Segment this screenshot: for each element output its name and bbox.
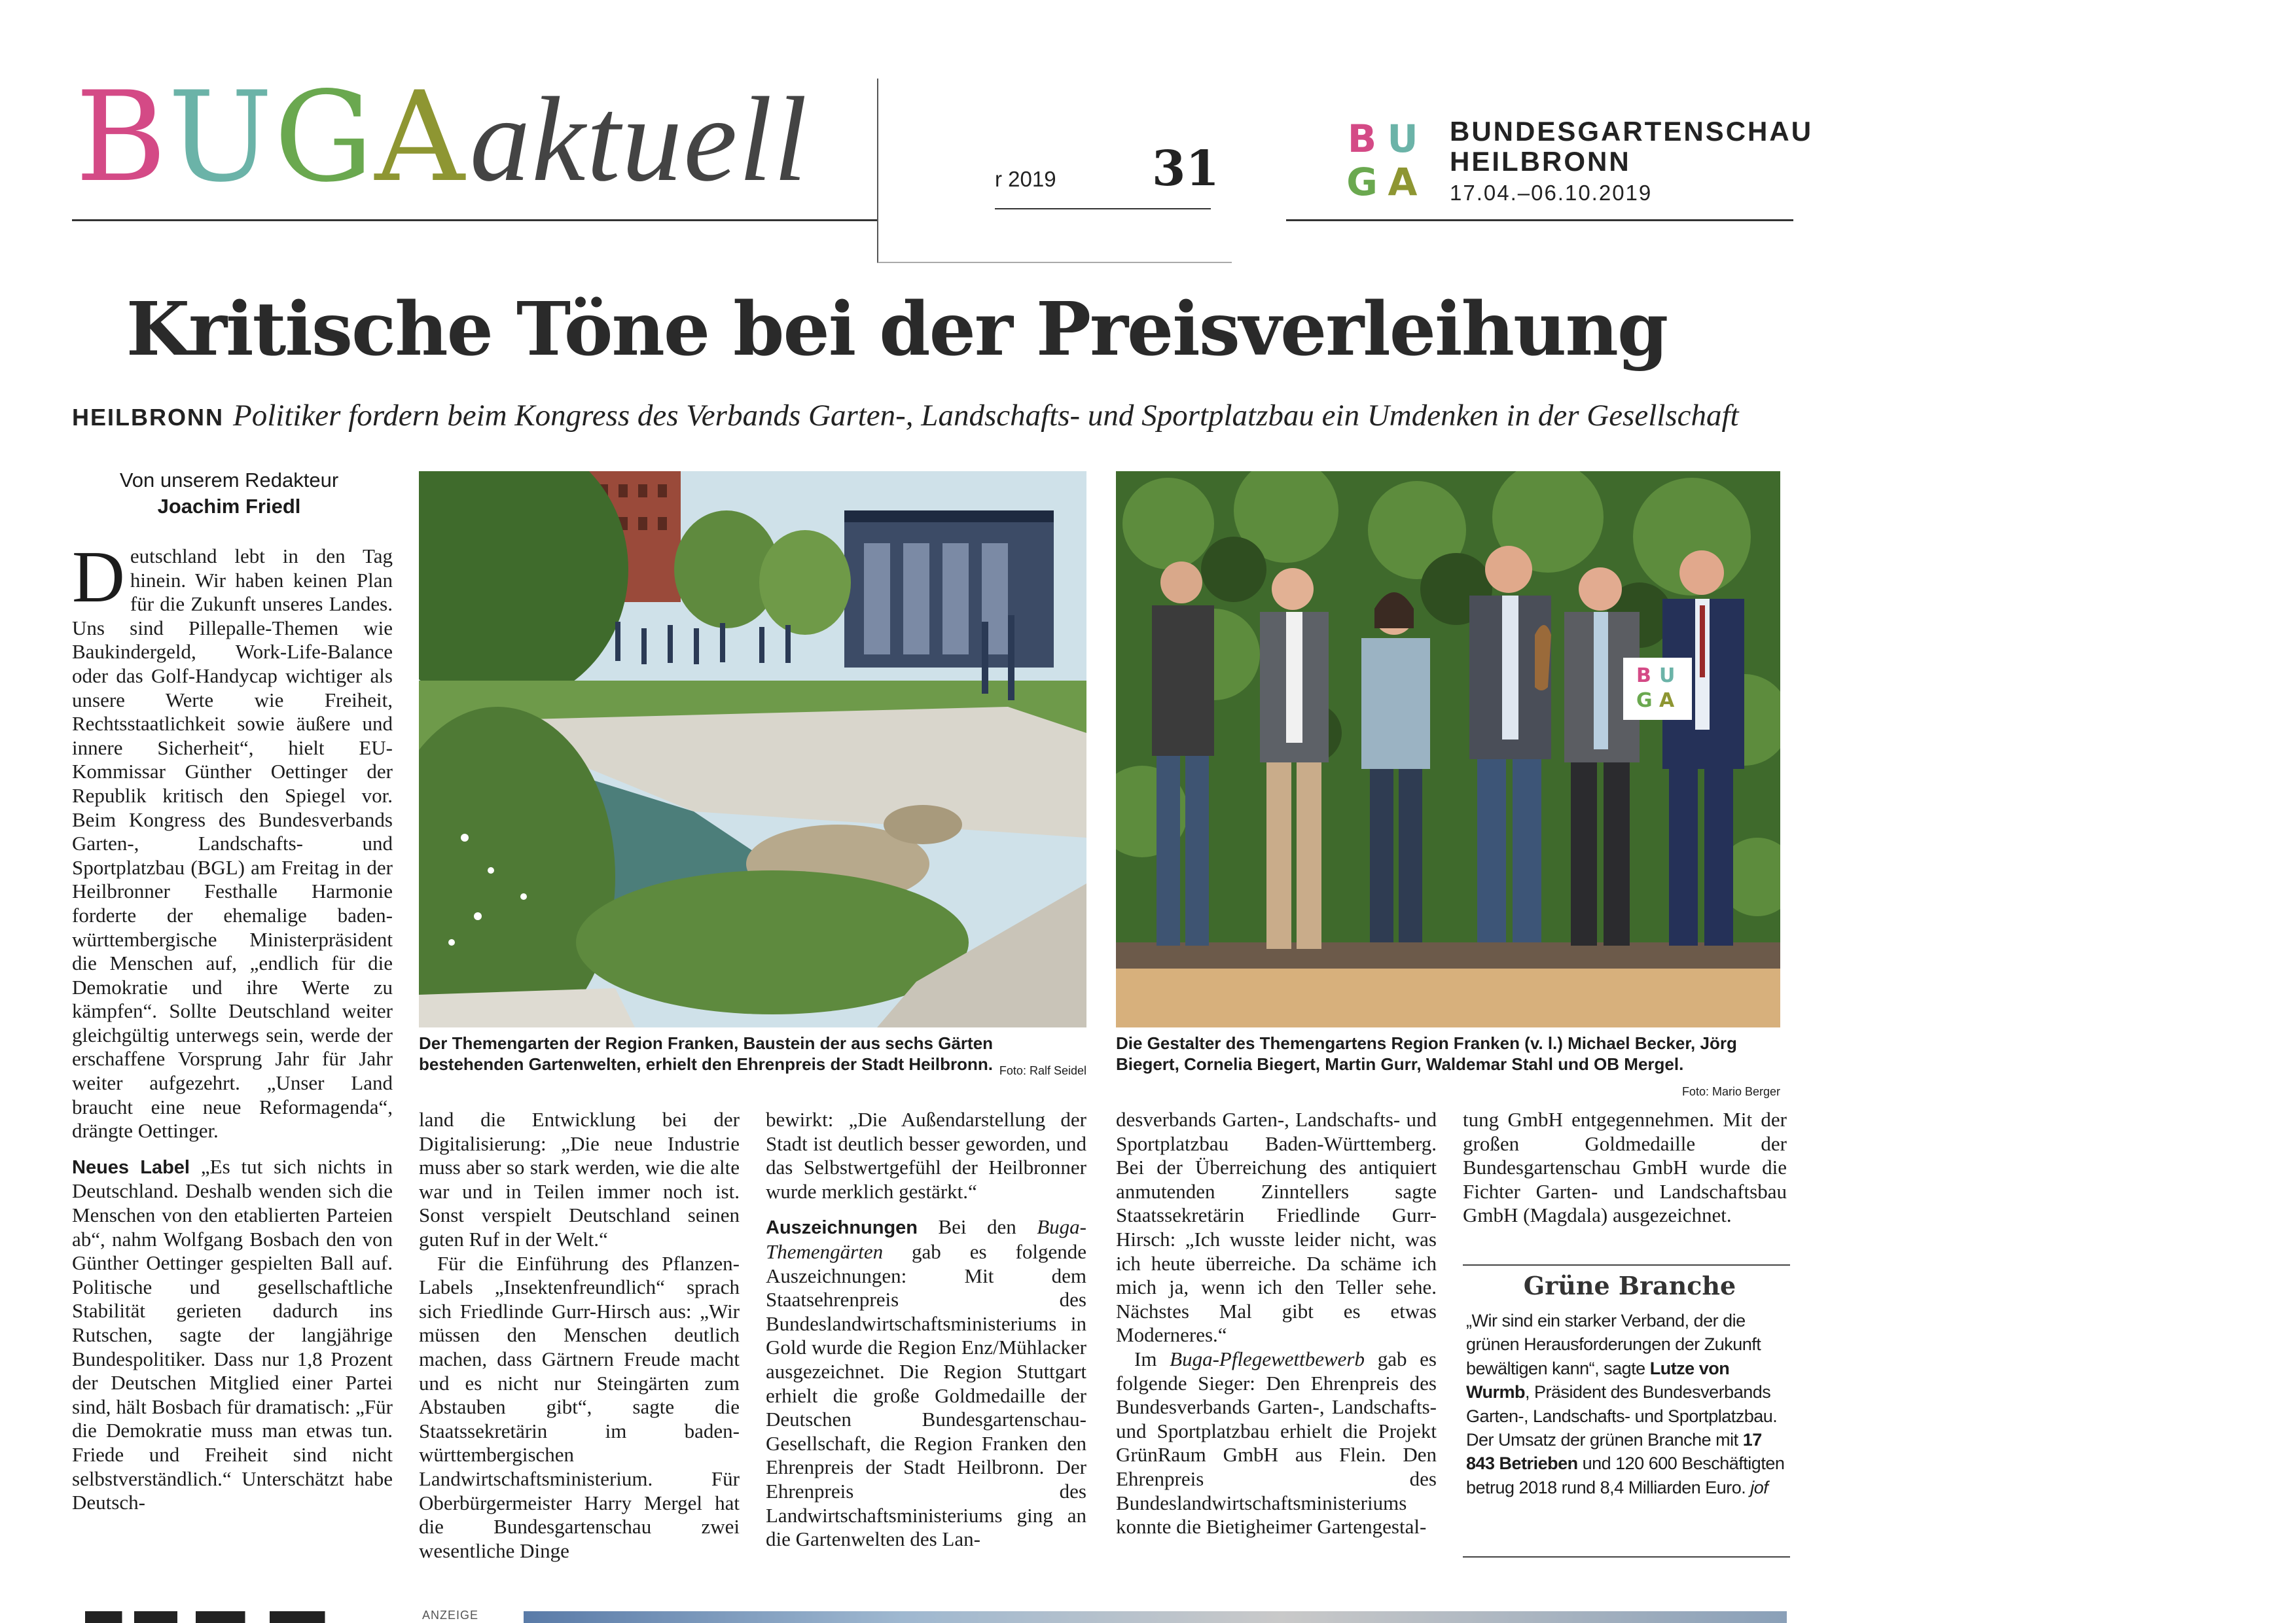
caption-left-credit: Foto: Ralf Seidel (999, 1064, 1086, 1077)
photo-gestalter-caption (1116, 1033, 1780, 1102)
subhead-auszeichnungen: Auszeichnungen (766, 1217, 918, 1239)
buga-icon-a: A (1388, 160, 1418, 204)
sidebar-rule-bottom (1463, 1556, 1790, 1558)
col1-paragraph-2: „Es tut sich nichts in Deutschland. Deshalb wenden sich die Menschen von den etablierten Parteien ab“, nahm Wolfgang Bosbach den von Günther Oettinger gespielten Ball auf. Politische und gesellschaftliche Stabilität gerieten dadurch ins Rutschen, sagte der langjährige Bundespolitiker. Dass nur 1,8 Prozent der Deutschen Mitglied einer Partei sind, hält Bosbach für dramatisch: „Für die Demokratie muss man etwas tun. Friede und Freiheit sind nicht selbstverständlich.“ Unterschätzt habe Deutsch- (72, 1154, 393, 1514)
article-column-3 (766, 1108, 1086, 1552)
ad-label: ANZEIGE (422, 1609, 479, 1622)
col3-paragraph-1: bewirkt: „Die Außendarstellung der Stadt ist deutlich besser geworden, und das Selbstwertgefühl der Heilbronner wurde merklich gestärkt.“ (766, 1108, 1086, 1203)
article-column-5 (1463, 1108, 1787, 1228)
dropcap: D (72, 537, 125, 618)
sidebar-sign: jof (1750, 1477, 1768, 1497)
subheadline (72, 398, 1739, 433)
article-column-4 (1116, 1108, 1437, 1539)
col3-paragraph-2a: Bei den (938, 1215, 1037, 1239)
dateline-city: HEILBRONN (72, 404, 224, 431)
board-letter-u: U (1659, 664, 1676, 687)
bundesgartenschau-title (1450, 116, 1813, 177)
bgs-dates: 17.04.–06.10.2019 (1450, 181, 1653, 205)
col5-paragraph-1: tung GmbH entgegennehmen. Mit der großen Goldmedaille der Bundesgartenschau GmbH wurde die Fichter Garten- und Landschaftsbau GmbH (Magdala) ausgezeichnet. (1463, 1108, 1787, 1227)
photo-themengarten-caption (419, 1033, 1086, 1081)
board-letter-g: G (1636, 689, 1653, 712)
col4-paragraph-1: desverbands Garten-, Landschafts- und Sportplatzbau Baden-Württemberg. Bei der Überreichung des antiquiert anmutenden Zinntellers sagte Staatssekretärin Friedlinde Gurr-Hirsch: „Ich wusste leider nicht, was ich heute überreiche. Da schäme ich mich ja, wenn ich den Teller sehe. Nächstes Mal gibt es etwas Moderneres.“ (1116, 1108, 1437, 1347)
sidebar-title: Grüne Branche (1523, 1271, 1736, 1300)
bgs-line1: BUNDESGARTENSCHAU (1450, 116, 1814, 147)
board-letter-b: B (1636, 664, 1651, 687)
byline (72, 467, 386, 520)
col3-paragraph-2-em: Buga-Themengärten (766, 1215, 1086, 1263)
sidebar-name: Lutze von Wurmb (1466, 1358, 1730, 1402)
buga-icon-g: G (1346, 160, 1378, 204)
buga-icon (1345, 116, 1424, 204)
photo-themengarten (419, 471, 1086, 1027)
col4-paragraph-2-em: Buga-Pflegewettbewerb (1170, 1347, 1365, 1370)
caption-right-credit: Foto: Mario Berger (1681, 1085, 1780, 1098)
bgs-line2: HEILBRONN (1450, 146, 1631, 177)
buga-icon-u: U (1387, 116, 1418, 161)
masthead-rule-middle (995, 208, 1211, 209)
buga-aktuell-logo: BUGAaktuell (75, 65, 809, 209)
byline-role: Von unserem Redakteur (119, 469, 339, 491)
board-letter-a: A (1659, 689, 1675, 712)
subhead-neues-label: Neues Label (72, 1156, 190, 1178)
col4-paragraph-2b: gab es folgende Sieger: Den Ehrenpreis des Bundesverbands Garten-, Landschafts- und Sportplatzbau erhielt die Projekt GrünRaum GmbH aus Flein. Den Ehrenpreis des Bundeslandwirtschaftsministeriums konnte die Bietigheimer Gartengestal- (1116, 1347, 1437, 1539)
sidebar-num: 17 843 Betrieben (1466, 1430, 1762, 1474)
buga-icon-b: B (1347, 116, 1377, 161)
col3-paragraph-2b: gab es folgende Auszeichnungen: Mit dem Staatsehrenpreis des Bundeslandwirtschaftsministeriums in Gold wurde die Region Enz/Mühlacker ausgezeichnet. Die Region Stuttgart erhielt die große Goldmedaille der Deutschen Bundesgartenschau-Gesellschaft, die Region Franken den Ehrenpreis der Stadt Heilbronn. Der Ehrenpreis des Landwirtschaftsministeriums ging an die Gartenwelten des Lan- (766, 1240, 1086, 1551)
col2-paragraph-2: Für die Einführung des Pflanzen-Labels „Insektenfreundlich“ sprach sich Friedlinde Gurr-Hirsch aus: „Wir müssen den Menschen deutlich machen, dass Gärtnern Freude macht und es nicht nur Steingärten zum Abstauben gibt“, sagte die Staatssekretärin im baden-württembergischen Landwirtschaftsministerium. Für Oberbürgermeister Harry Mergel hat die Bundesgartenschau zwei wesentliche Dinge (419, 1251, 740, 1562)
sidebar-text-2: , Präsident des Bundesverbands Garten-, Landschafts- und Sportplatzbau. Der Umsatz der grünen Branche mit (1466, 1382, 1778, 1450)
page-number: 31 (1152, 141, 1219, 197)
advert-strip (524, 1611, 1787, 1623)
photo-themengarten-image (419, 471, 1086, 1027)
col2-paragraph-1: land die Entwicklung bei der Digitalisierung: „Die neue Industrie muss aber so stark werden, wie die alte war und in Teilen immer noch ist. Sonst verspielt Deutschland seinen guten Ruf in der Welt.“ (419, 1108, 740, 1251)
masthead-rule-right (1286, 219, 1793, 221)
byline-author: Joachim Friedl (157, 495, 301, 518)
caption-left-text: Der Themengarten der Region Franken, Baustein der aus sechs Gärten bestehenden Gartenwelten, erhielt den Ehrenpreis der Stadt Heilbronn. (419, 1033, 994, 1074)
sidebar-rule-top (1463, 1264, 1790, 1266)
next-article-teaser (85, 1611, 393, 1623)
caption-right-text: Die Gestalter des Themengartens Region Franken (v. l.) Michael Becker, Jörg Biegert, Cornelia Biegert, Martin Gurr, Waldemar Stahl und OB Mergel. (1116, 1033, 1737, 1074)
article-column-2 (419, 1108, 740, 1563)
deck: Politiker fordern beim Kongress des Verbands Garten-, Landschafts- und Sportplatzbau ein Umdenken in der Gesellschaft (233, 399, 1739, 433)
headline: Kritische Töne bei der Preisverleihung (126, 287, 1668, 372)
masthead-rule-left (72, 219, 877, 221)
edition-label: r 2019 (995, 167, 1056, 191)
buga-board (1623, 658, 1692, 720)
sidebar-text-3: und 120 600 Beschäftigten betrug 2018 rund 8,4 Milliarden Euro. (1466, 1454, 1785, 1497)
col4-paragraph-2a: Im (1134, 1347, 1170, 1370)
col1-paragraph-1: eutschland lebt in den Tag hinein. Wir haben keinen Plan für die Zukunft unseres Landes. Uns sind Pillepalle-Themen wie Baukindergeld, Work-Life-Balance oder das Golf-Handycap wichtiger als unsere Werte wie Freiheit, Rechtsstaatlichkeit sowie äußere und innere Sicherheit“, hielt EU-Kommissar Günther Oettinger der Republik kritisch den Spiegel vor. Beim Kongress des Bundesverbands Garten-, Landschafts- und Sportplatzbau (BGL) am Freitag in der Heilbronner Festhalle Harmonie forderte der ehemalige baden-württembergische Ministerpräsident die Menschen auf, „endlich für die Demokratie und ihre Werte zu kämpfen“. Sollte Deutschland weiter gleichgültig unterwegs sein, werde der erschaffene Vorsprung Jahr für Jahr weiter aufgezehrt. „Unser Land braucht eine neue Reformagenda“, drängte Oettinger. (72, 544, 393, 1143)
sidebar-text-1: „Wir sind ein starker Verband, der die grünen Herausforderungen der Zukunft bewältigen kann“, sagte (1466, 1311, 1761, 1378)
photo-gestalter (1116, 471, 1780, 1027)
article-column-1 (72, 537, 393, 1515)
sidebar-body (1466, 1309, 1790, 1499)
photo-gestalter-image (1116, 471, 1780, 1027)
